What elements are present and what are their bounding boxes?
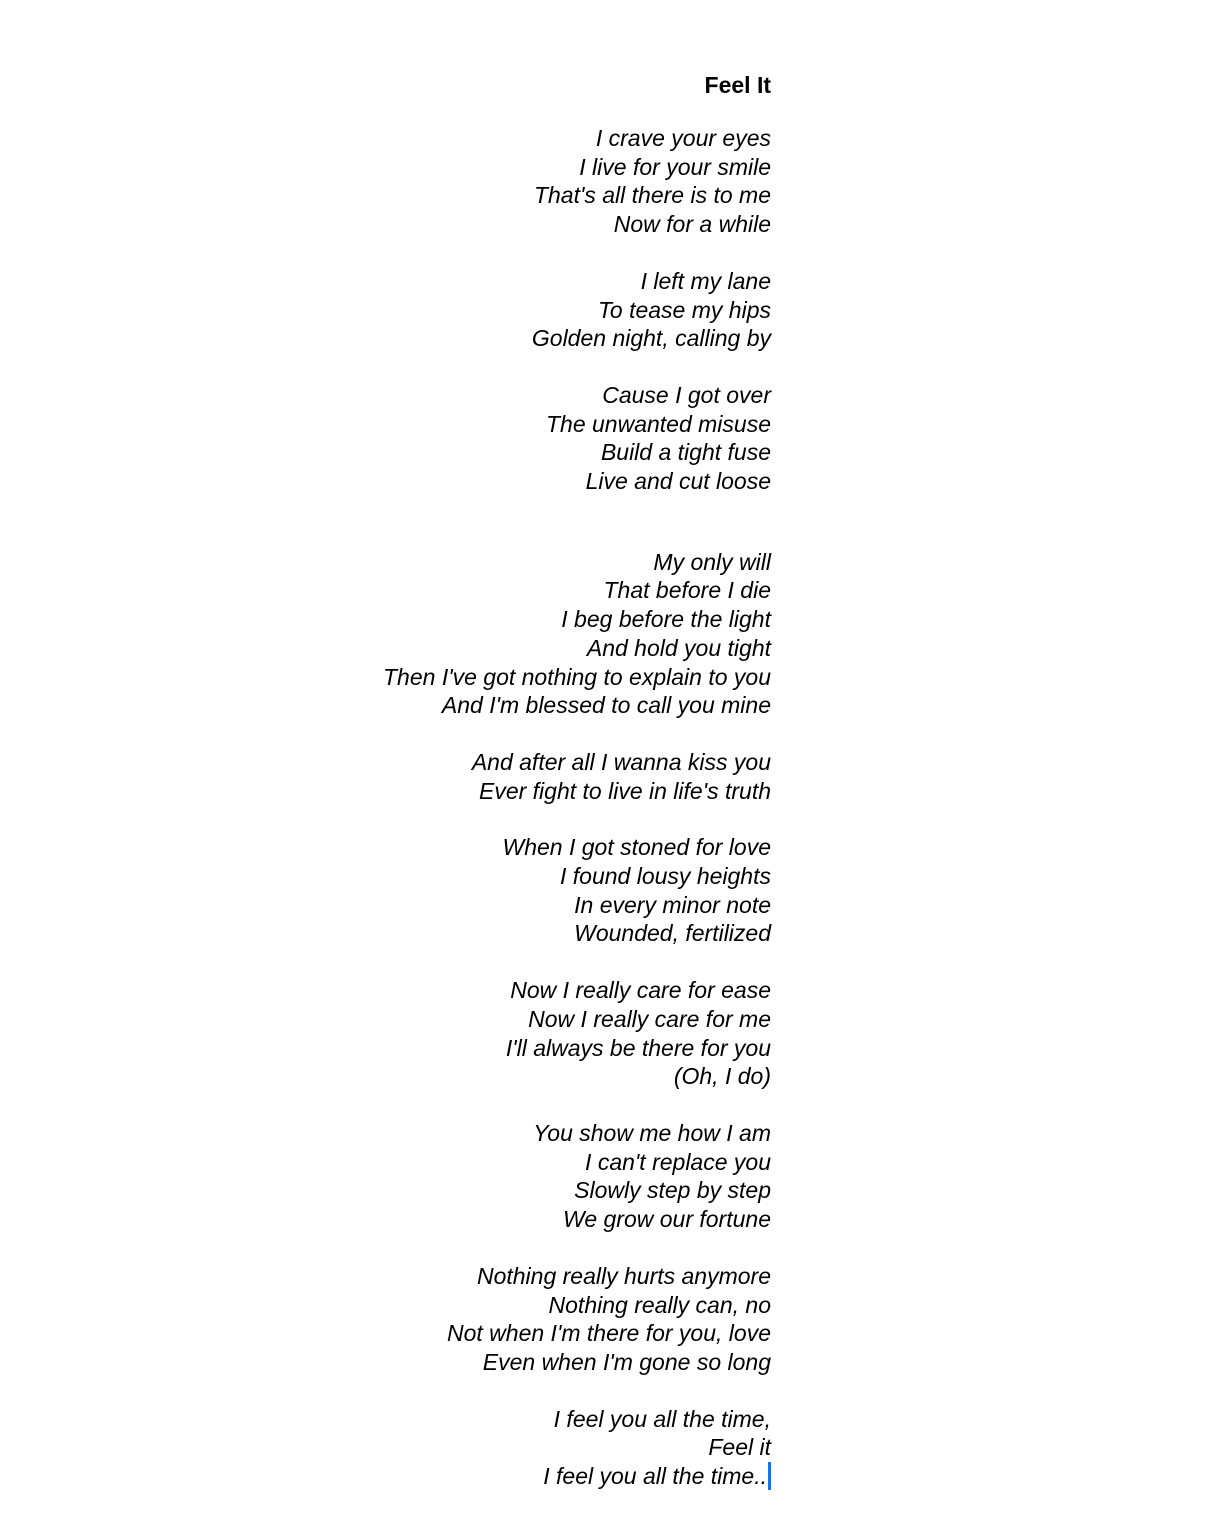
poem-line: Now I really care for me	[528, 1005, 771, 1032]
poem-line: I'll always be there for you	[505, 1034, 771, 1061]
poem-line: Nothing really can, no	[548, 1291, 771, 1318]
poem-line: In every minor note	[574, 891, 771, 918]
stanza	[383, 381, 771, 496]
poem-line: Wounded, fertilized	[574, 920, 771, 947]
poem-line: Cause I got over	[602, 381, 771, 408]
poem-line: We grow our fortune	[563, 1206, 771, 1233]
poem-line: I live for your smile	[579, 153, 771, 180]
poem-line: That's all there is to me	[533, 182, 771, 209]
poem-title: Feel It	[704, 72, 771, 98]
stanza	[383, 976, 771, 1091]
poem-stanzas	[383, 124, 771, 1491]
poem-line: (Oh, I do)	[673, 1063, 771, 1090]
text-cursor	[768, 1462, 771, 1490]
stanza	[383, 748, 771, 805]
poem-line: When I got stoned for love	[502, 834, 771, 861]
poem-line: Live and cut loose	[585, 468, 771, 495]
poem-line: Feel it	[708, 1434, 771, 1461]
poem-line: Then I've got nothing to explain to you	[383, 663, 771, 690]
poem-line: And hold you tight	[586, 634, 771, 661]
poem-line: Ever fight to live in life's truth	[478, 777, 771, 804]
poem-line: I found lousy heights	[560, 863, 771, 890]
poem-line: Slowly step by step	[574, 1177, 771, 1204]
poem-line: Even when I'm gone so long	[482, 1348, 771, 1375]
poem-line: Now for a while	[613, 211, 771, 238]
poem-line: Now I really care for ease	[510, 977, 771, 1004]
document-body[interactable]	[383, 70, 771, 1491]
poem-line: I feel you all the time..	[383, 1462, 771, 1491]
poem-line: Not when I'm there for you, love	[447, 1320, 771, 1347]
poem-line: And after all I wanna kiss you	[471, 748, 771, 775]
stanza	[383, 124, 771, 239]
poem-line: Nothing really hurts anymore	[476, 1262, 771, 1289]
stanza	[383, 833, 771, 948]
stanza	[383, 1405, 771, 1491]
poem-line: The unwanted misuse	[545, 410, 771, 437]
stanza	[383, 267, 771, 353]
poem-line: I left my lane	[640, 267, 771, 294]
stanza	[383, 548, 771, 720]
poem-line: And I'm blessed to call you mine	[441, 692, 771, 719]
poem-line: Build a tight fuse	[600, 439, 771, 466]
poem-line: Golden night, calling by	[531, 325, 771, 352]
stanza	[383, 1119, 771, 1234]
poem-line: To tease my hips	[597, 296, 771, 323]
poem-line: I can't replace you	[585, 1148, 771, 1175]
poem-line: I beg before the light	[561, 606, 771, 633]
poem-line: You show me how I am	[533, 1119, 771, 1146]
poem-line: That before I die	[603, 577, 771, 604]
poem-line: My only will	[653, 548, 771, 575]
poem-line: I crave your eyes	[595, 125, 771, 151]
stanza	[383, 1262, 771, 1377]
poem-line: I feel you all the time,	[553, 1405, 771, 1432]
